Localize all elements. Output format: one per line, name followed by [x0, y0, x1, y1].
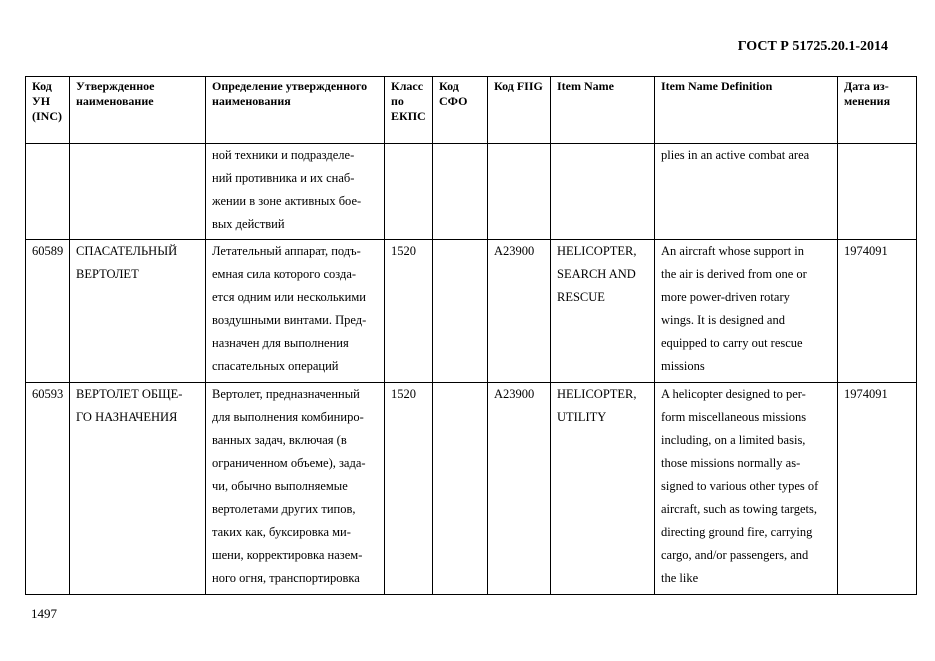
table-row [26, 240, 917, 383]
cell-item-name: HELICOPTER, UTILITY [551, 383, 655, 595]
item-definition-line: the like [661, 571, 699, 585]
column-header: Утвержденное наименование [70, 77, 206, 144]
table-row [26, 383, 917, 595]
item-definition-line: more power-driven rotary [661, 290, 790, 304]
definition-line: шени, корректировка назем- [212, 548, 363, 562]
cell-fiig [488, 144, 551, 240]
item-definition-line: A helicopter designed to per- [661, 387, 806, 401]
cell-fiig: A23900 [488, 240, 551, 383]
column-header: Дата из- менения [838, 77, 917, 144]
cell-sfo [433, 383, 488, 595]
page-number: 1497 [31, 606, 57, 621]
cell-date: 1974091 [838, 383, 917, 595]
definition-line: ного огня, транспортировка [212, 571, 360, 585]
column-header: Item Name Definition [655, 77, 838, 144]
item-definition-line: directing ground fire, carrying [661, 525, 813, 539]
cell-item-name: HELICOPTER, SEARCH AND RESCUE [551, 240, 655, 383]
definition-line: жении в зоне активных бое- [212, 194, 362, 208]
table-header-row [26, 77, 917, 144]
table-row [26, 144, 917, 240]
cell-definition [206, 144, 385, 240]
item-definition-line: aircraft, such as towing targets, [661, 502, 817, 516]
cell-definition [206, 383, 385, 595]
column-header: Item Name [551, 77, 655, 144]
cell-item-definition [655, 144, 838, 240]
cell-name: ВЕРТОЛЕТ ОБЩЕ- ГО НАЗНАЧЕНИЯ [70, 383, 206, 595]
cell-date [838, 144, 917, 240]
item-definition-line: form miscellaneous missions [661, 410, 807, 424]
column-header: Код УН (INC) [26, 77, 70, 144]
definition-line: ной техники и подразделе- [212, 148, 355, 162]
cell-code: 60589 [26, 240, 70, 383]
cell-class: 1520 [385, 240, 433, 383]
cell-item-definition [655, 240, 838, 383]
item-definition-line: the air is derived from one or [661, 267, 807, 281]
definition-line: воздушными винтами. Пред- [212, 313, 367, 327]
definition-line: Летательный аппарат, подъ- [212, 244, 361, 258]
cell-code: 60593 [26, 383, 70, 595]
item-definition-line: cargo, and/or passengers, and [661, 548, 809, 562]
item-definition-line: those missions normally as- [661, 456, 801, 470]
column-header: Класс по ЕКПС [385, 77, 433, 144]
column-header: Код СФО [433, 77, 488, 144]
definition-line: Вертолет, предназначенный [212, 387, 360, 401]
definition-line: ограниченном объеме), зада- [212, 456, 366, 470]
cell-definition [206, 240, 385, 383]
cell-name [70, 144, 206, 240]
item-definition-line: signed to various other types of [661, 479, 819, 493]
definition-line: для выполнения комбиниро- [212, 410, 364, 424]
definition-line: вертолетами других типов, [212, 502, 356, 516]
document-header: ГОСТ Р 51725.20.1-2014 [737, 39, 888, 54]
item-definition-line: An aircraft whose support in [661, 244, 805, 258]
cell-class: 1520 [385, 383, 433, 595]
item-definition-line: missions [661, 359, 705, 373]
definition-line: ний противника и их снаб- [212, 171, 355, 185]
cell-class [385, 144, 433, 240]
definition-line: спасательных операций [212, 359, 339, 373]
definition-line: вых действий [212, 217, 285, 231]
cell-sfo [433, 144, 488, 240]
item-definition-line: including, on a limited basis, [661, 433, 806, 447]
cell-fiig: A23900 [488, 383, 551, 595]
cell-date: 1974091 [838, 240, 917, 383]
definition-line: емная сила которого созда- [212, 267, 357, 281]
cell-name: СПАСАТЕЛЬНЫЙ ВЕРТОЛЕТ [70, 240, 206, 383]
item-definition-line: plies in an active combat area [661, 148, 810, 162]
definition-line: таких как, буксировка ми- [212, 525, 351, 539]
definition-line: чи, обычно выполняемые [212, 479, 348, 493]
item-definition-line: wings. It is designed and [661, 313, 785, 327]
column-header: Определение утвержденного наименования [206, 77, 385, 144]
definition-line: ванных задач, включая (в [212, 433, 347, 447]
definition-line: ется одним или несколькими [212, 290, 366, 304]
cell-sfo [433, 240, 488, 383]
nomenclature-table [25, 76, 917, 595]
cell-item-name [551, 144, 655, 240]
column-header: Код FIIG [488, 77, 551, 144]
definition-line: назначен для выполнения [212, 336, 349, 350]
cell-item-definition [655, 383, 838, 595]
cell-code [26, 144, 70, 240]
item-definition-line: equipped to carry out rescue [661, 336, 803, 350]
